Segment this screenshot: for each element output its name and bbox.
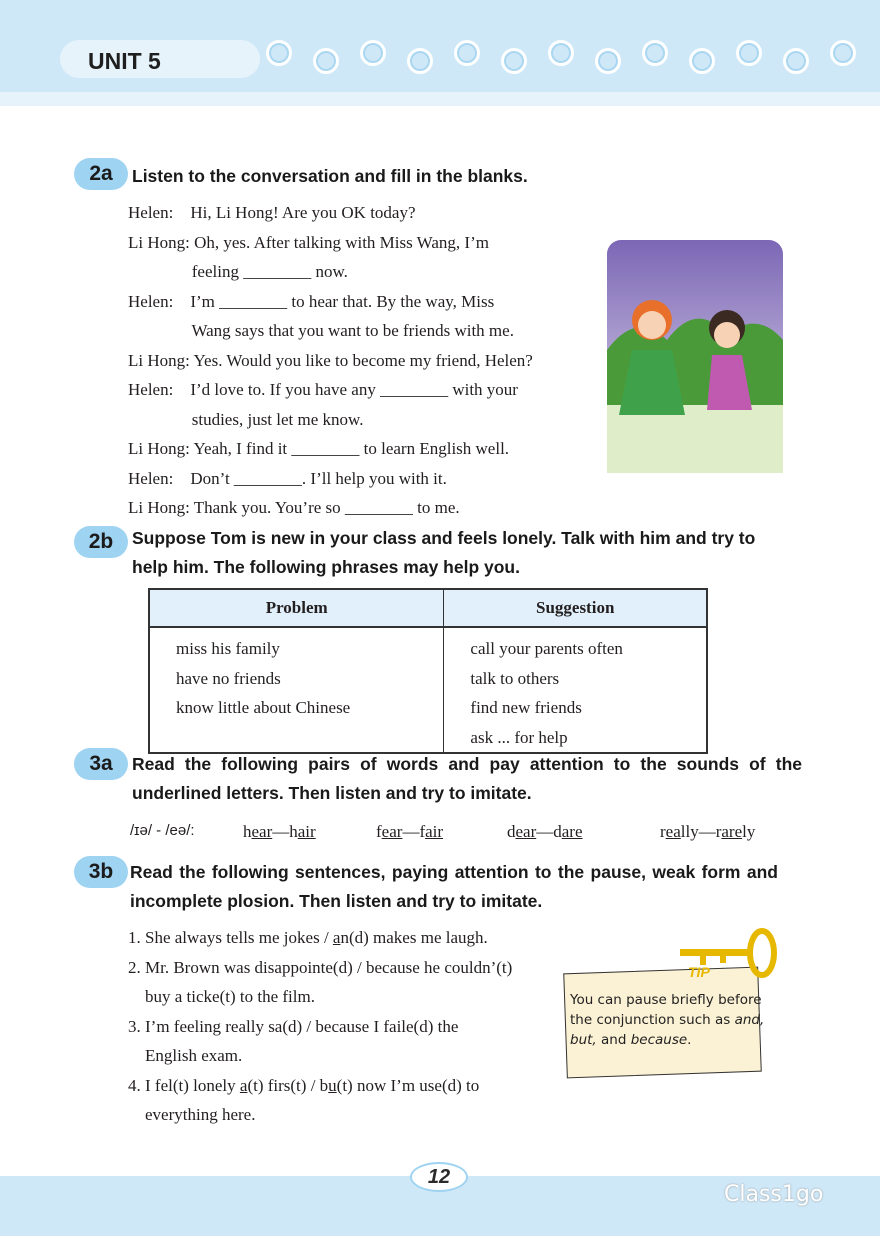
sentence-line: everything here. [128,1105,256,1124]
dialogue-line: Helen: I’d love to. If you have any ________ with your [128,380,518,399]
ring-decoration [501,48,527,74]
word-pair: fear—fair [376,822,444,841]
suggestion-item: ask ... for help [470,727,568,747]
ring-decoration [548,40,574,66]
sentence-line: 3. I’m feeling really sa(d) / because I faile(d) the [128,1016,459,1036]
ring-decoration [736,40,762,66]
ring-decoration [360,40,386,66]
word-pair: really—rarely [660,822,756,841]
suggestion-item: call your parents often [470,639,623,658]
key-icon [680,915,790,985]
ring-decoration [783,48,809,74]
dialogue-line: Li Hong: Thank you. You’re so ________ to me. [128,498,460,517]
ring-decoration [689,48,715,74]
dialogue-line: Li Hong: Yes. Would you like to become my friend, Helen? [128,350,533,370]
header-problem: Problem [149,589,444,627]
suggestions-cell [444,627,707,753]
badge-3a: 3a [74,748,128,780]
ring-decoration [454,40,480,66]
dialogue-line: feeling ________ now. [128,262,348,281]
ring-decoration [642,40,668,66]
ring-decoration [313,48,339,74]
problem-item: know little about Chinese [176,698,351,717]
dialogue-line: Li Hong: Oh, yes. After talking with Miss Wang, I’m [128,232,489,252]
dialogue-line: studies, just let me know. [128,409,364,429]
instruction-2b: Suppose Tom is new in your class and feels lonely. Talk with him and try to help him. The following phrases may help you. [132,528,756,577]
problems-cell [149,627,444,753]
problem-item: miss his family [176,639,280,658]
ring-decoration [595,48,621,74]
watermark: Class1go [724,1182,824,1207]
suggestion-item: find new friends [470,698,582,717]
phonetic-label: /ɪə/ - /eə/: [130,822,195,839]
badge-2a: 2a [74,158,128,190]
sentence-line: 2. Mr. Brown was disappointe(d) / because he couldn’(t) [128,957,513,977]
sentence-line: 1. She always tells me jokes / an(d) makes me laugh. [128,928,488,947]
ring-decoration [830,40,856,66]
badge-2b: 2b [74,526,128,558]
sentence-line: 4. I fel(t) lonely a(t) firs(t) / bu(t) now I’m use(d) to [128,1075,480,1095]
instruction-2a: Listen to the conversation and fill in the blanks. [132,166,528,186]
tip-text: You can pause briefly before the conjunction such as and, but, and because. [570,992,765,1048]
instruction-3a: Read the following pairs of words and pay attention to the sounds of the underlined letters. Then listen and try to imitate. [132,754,802,803]
illustration-two-girls [607,240,783,473]
word-pair: dear—dare [507,822,583,841]
unit-title: UNIT 5 [60,40,260,78]
problem-suggestion-table [148,588,708,754]
suggestion-item: talk to others [470,668,560,688]
word-pair: hear—hair [243,822,316,841]
problem-item: have no friends [176,668,281,688]
dialogue-line: Helen: Don’t ________. I’ll help you with it. [128,468,447,488]
header-suggestion: Suggestion [444,589,707,627]
ring-decoration [407,48,433,74]
ring-decoration [266,40,292,66]
badge-3b: 3b [74,856,128,888]
dialogue-line: Helen: I’m ________ to hear that. By the way, Miss [128,291,495,311]
dialogue-line: Wang says that you want to be friends with me. [128,321,514,340]
sentence-line: buy a ticke(t) to the film. [128,987,315,1006]
dialogue-line: Helen: Hi, Li Hong! Are you OK today? [128,203,416,222]
tip-label: TIP [688,964,710,980]
dialogue-line: Li Hong: Yeah, I find it ________ to learn English well. [128,439,510,458]
sentence-line: English exam. [128,1046,243,1065]
instruction-3b: Read the following sentences, paying attention to the pause, weak form and incomplete plosion. Then listen and try to imitate. [130,862,778,911]
page-number: 12 [410,1162,468,1192]
